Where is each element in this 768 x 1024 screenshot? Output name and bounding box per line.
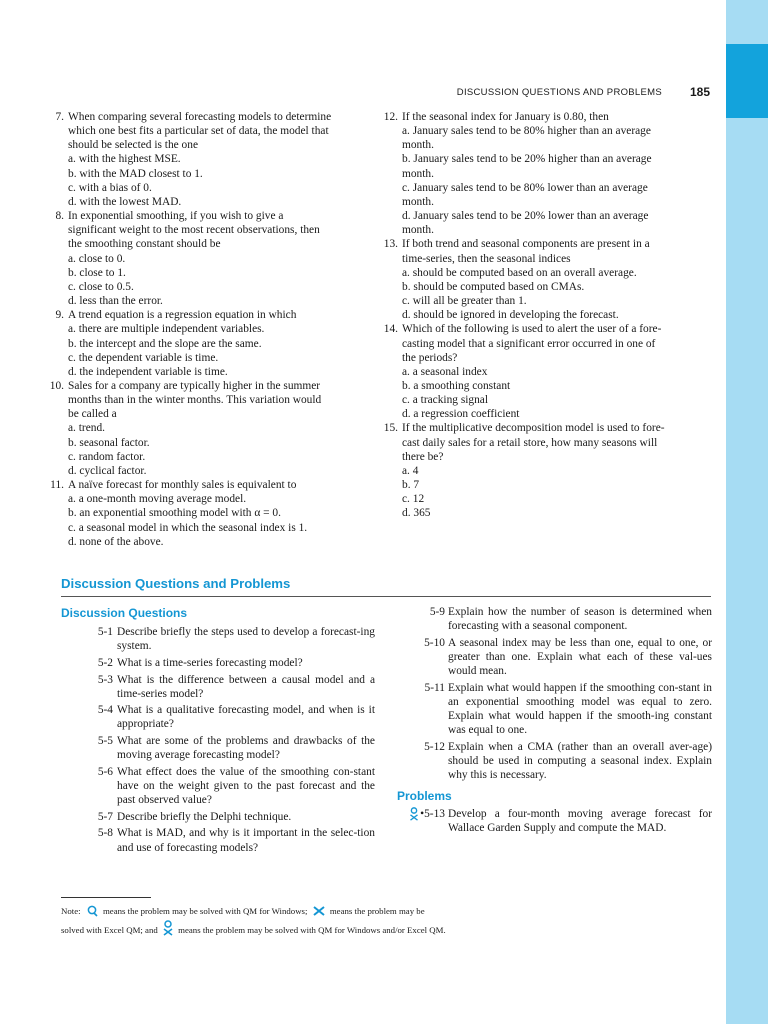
question-stem-line: In exponential smoothing, if you wish to give a xyxy=(68,210,284,223)
answer-option: month. xyxy=(402,195,434,208)
question-item xyxy=(40,110,378,209)
question-stem-line: A trend equation is a regression equation in which xyxy=(68,309,297,322)
qm-and-excel-icon xyxy=(162,920,174,936)
answer-option: d. should be ignored in developing the forecast. xyxy=(402,309,619,322)
discussion-item-text: What is a time-series forecasting model? xyxy=(117,656,303,669)
discussion-item xyxy=(61,703,375,731)
discussion-item-text: Describe briefly the Delphi technique. xyxy=(117,810,292,823)
discussion-item-number: 5-11 xyxy=(424,681,445,694)
answer-option: a. there are multiple independent variables. xyxy=(68,323,265,336)
discussion-item-number: 5-9 xyxy=(429,606,445,618)
footnote-part4: means the problem may be solved with QM for Windows and/or Excel QM. xyxy=(178,925,446,935)
question-item xyxy=(40,478,378,549)
answer-option: d. 365 xyxy=(402,507,431,520)
question-stem-line: A naïve forecast for monthly sales is equivalent to xyxy=(68,479,297,492)
question-number: 8. xyxy=(55,210,64,223)
question-stem-line: months than in the winter months. This variation would xyxy=(68,394,322,407)
question-stem-line: Which of the following is used to alert the user of a fore- xyxy=(402,323,662,336)
discussion-item-text: Explain how the number of season is determined when forecasting with a seasonal component. xyxy=(448,606,712,633)
question-number: 13. xyxy=(383,238,398,251)
excel-qm-icon xyxy=(312,905,326,917)
qm-and-excel-icon xyxy=(408,807,420,821)
answer-option: c. with a bias of 0. xyxy=(68,181,152,194)
right-question-list xyxy=(374,110,710,521)
discussion-item-text: Explain when a CMA (rather than an overall aver-age) should be used in computing a seasonal index. Explain why this is necessary. xyxy=(448,740,712,781)
question-stem-line: should be selected is the one xyxy=(68,139,199,152)
question-stem-line: be called a xyxy=(68,408,117,421)
question-item xyxy=(40,209,378,308)
answer-option: b. a smoothing constant xyxy=(402,379,511,392)
page-edge-tab xyxy=(726,44,768,118)
discussion-item-number: 5-5 xyxy=(97,735,113,748)
question-stem-line: cast daily sales for a retail store, how many seasons will xyxy=(402,436,658,449)
footnote-label: Note: xyxy=(61,906,81,916)
answer-option: a. a seasonal index xyxy=(402,365,488,378)
question-body xyxy=(68,478,378,549)
left-question-list xyxy=(40,110,378,549)
answer-option: month. xyxy=(402,224,434,237)
question-stem-line: which one best fits a particular set of data, the model that xyxy=(68,125,329,138)
question-body xyxy=(402,237,710,322)
answer-option: d. the independent variable is time. xyxy=(68,365,228,378)
discussion-questions-title: Discussion Questions xyxy=(61,606,188,620)
discussion-item-number: 5-10 xyxy=(424,636,445,649)
section-title: Discussion Questions and Problems xyxy=(61,576,291,591)
answer-option: a. close to 0. xyxy=(68,252,126,265)
question-item xyxy=(40,379,378,478)
discussion-item-number: 5-7 xyxy=(97,810,113,823)
answer-option: c. a tracking signal xyxy=(402,394,489,407)
answer-option: c. 12 xyxy=(402,493,425,506)
discussion-item xyxy=(395,636,712,678)
problems-title: Problems xyxy=(397,788,452,803)
discussion-item-text: What are some of the problems and drawbacks of the moving average forecasting model? xyxy=(117,735,375,762)
question-number: 7. xyxy=(55,111,64,123)
discussion-item-text: A seasonal index may be less than one, equal to one, or greater than one. Explain what each of these val-ues would mean. xyxy=(448,636,712,677)
running-header-title: DISCUSSION QUESTIONS AND PROBLEMS xyxy=(456,87,662,98)
question-stem-line: If the multiplicative decomposition model is used to fore- xyxy=(402,422,665,435)
question-body xyxy=(402,110,710,237)
answer-option: d. January sales tend to be 20% lower than an average xyxy=(402,210,649,223)
answer-option: c. a seasonal model in which the seasonal index is 1. xyxy=(68,521,308,534)
question-body xyxy=(402,322,710,421)
question-stem-line: If the seasonal index for January is 0.80, then xyxy=(402,111,609,123)
discussion-item xyxy=(61,734,375,762)
question-item xyxy=(40,308,378,379)
running-header xyxy=(0,86,712,102)
answer-option: a. with the highest MSE. xyxy=(68,153,181,166)
question-stem-line: the smoothing constant should be xyxy=(68,238,221,251)
problem-item xyxy=(395,807,712,835)
discussion-item-text: Describe briefly the steps used to develop a forecast-ing system. xyxy=(117,626,375,653)
discussion-item xyxy=(395,681,712,737)
question-number: 15. xyxy=(383,422,398,435)
question-number: 11. xyxy=(50,479,64,492)
question-stem-line: there be? xyxy=(402,450,444,463)
section-divider xyxy=(61,596,711,597)
answer-option: b. seasonal factor. xyxy=(68,436,150,449)
answer-option: c. the dependent variable is time. xyxy=(68,351,219,364)
discussion-item-number: 5-8 xyxy=(97,827,113,840)
answer-option: a. 4 xyxy=(402,464,419,477)
qm-windows-icon xyxy=(85,905,99,917)
discussion-item-number: 5-6 xyxy=(97,765,113,778)
answer-option: c. January sales tend to be 80% lower than an average xyxy=(402,181,648,194)
answer-option: d. with the lowest MAD. xyxy=(68,195,182,208)
footnote-part3: solved with Excel QM; and xyxy=(61,925,158,935)
answer-option: a. a one-month moving average model. xyxy=(68,493,247,506)
problem-number xyxy=(395,807,448,835)
discussion-item-number: 5-1 xyxy=(97,626,113,639)
discussion-item-text: What is MAD, and why is it important in the selec-tion and use of forecasting models? xyxy=(117,827,375,854)
question-stem-line: If both trend and seasonal components are present in a xyxy=(402,238,650,251)
question-number: 9. xyxy=(55,309,64,322)
footnote-divider xyxy=(61,897,151,898)
page-number: 185 xyxy=(689,85,710,99)
question-item xyxy=(374,421,710,520)
answer-option: b. should be computed based on CMAs. xyxy=(402,280,585,293)
question-stem-line: When comparing several forecasting models to determine xyxy=(68,111,332,123)
answer-option: b. the intercept and the slope are the same. xyxy=(68,337,262,350)
discussion-item xyxy=(395,605,712,633)
discussion-item-number: 5-12 xyxy=(424,740,445,753)
answer-option: d. cyclical factor. xyxy=(68,464,147,477)
answer-option: b. 7 xyxy=(402,479,420,492)
discussion-item xyxy=(61,625,375,653)
question-body xyxy=(402,421,710,520)
problem-marker: • xyxy=(420,808,425,820)
discussion-item xyxy=(61,826,375,854)
answer-option: a. January sales tend to be 80% higher than an average xyxy=(402,125,651,138)
answer-option: c. will all be greater than 1. xyxy=(402,295,527,308)
footnote xyxy=(61,903,701,939)
discussion-questions xyxy=(61,606,375,857)
question-body xyxy=(68,308,378,379)
answer-option: b. January sales tend to be 20% higher than an average xyxy=(402,153,652,166)
right-discussion-questions xyxy=(395,605,712,838)
question-body xyxy=(68,379,378,478)
page-edge-bar xyxy=(726,0,768,1024)
question-stem-line: Sales for a company are typically higher in the summer xyxy=(68,379,321,392)
question-number: 12. xyxy=(383,111,398,123)
question-stem-line: the periods? xyxy=(402,351,458,364)
answer-option: d. less than the error. xyxy=(68,295,163,308)
answer-option: c. close to 0.5. xyxy=(68,280,134,293)
question-item xyxy=(374,322,710,421)
discussion-item-text: What effect does the value of the smoothing con-stant have on the weight given to the past forecast and the past observed value? xyxy=(117,765,375,807)
question-number: 14. xyxy=(383,323,398,336)
answer-option: d. a regression coefficient xyxy=(402,408,520,421)
problem-number-text: 5-13 xyxy=(424,808,445,820)
question-stem-line: significant weight to the most recent observations, then xyxy=(68,224,320,237)
answer-option: month. xyxy=(402,139,434,152)
footnote-part1: means the problem may be solved with QM for Windows; xyxy=(102,906,308,916)
question-body xyxy=(68,209,378,308)
discussion-item-number: 5-4 xyxy=(97,704,113,717)
answer-option: d. none of the above. xyxy=(68,535,164,548)
question-number: 10. xyxy=(49,379,64,392)
discussion-item-number: 5-3 xyxy=(97,673,113,686)
question-body xyxy=(68,110,378,209)
discussion-item xyxy=(61,765,375,807)
discussion-item-text: Explain what would happen if the smoothing con-stant in an exponential smoothing model was equal to zero. Explain what would happen if the smooth-ing constant was equal to one. xyxy=(448,681,712,736)
question-stem-line: casting model that a significant error occurred in one of xyxy=(402,337,656,350)
answer-option: b. an exponential smoothing model with α = 0. xyxy=(68,507,281,520)
answer-option: month. xyxy=(402,167,434,180)
discussion-item xyxy=(61,810,375,824)
discussion-item xyxy=(395,740,712,782)
answer-option: b. with the MAD closest to 1. xyxy=(68,167,203,180)
answer-option: a. trend. xyxy=(68,422,106,435)
discussion-item-text: What is a qualitative forecasting model, and when is it appropriate? xyxy=(117,704,375,731)
discussion-item-number: 5-2 xyxy=(97,656,113,669)
question-item xyxy=(374,110,710,237)
question-stem-line: time-series, then the seasonal indices xyxy=(402,252,571,265)
answer-option: c. random factor. xyxy=(68,450,146,463)
discussion-item xyxy=(61,656,375,670)
footnote-part2: means the problem may be xyxy=(329,906,425,916)
problem-text: Develop a four-month moving average forecast for Wallace Garden Supply and compute the MAD. xyxy=(448,808,712,835)
discussion-item-text: What is the difference between a causal model and a time-series model? xyxy=(117,673,375,700)
question-item xyxy=(374,237,710,322)
discussion-item xyxy=(61,673,375,701)
answer-option: b. close to 1. xyxy=(68,266,126,279)
answer-option: a. should be computed based on an overall average. xyxy=(402,266,637,279)
